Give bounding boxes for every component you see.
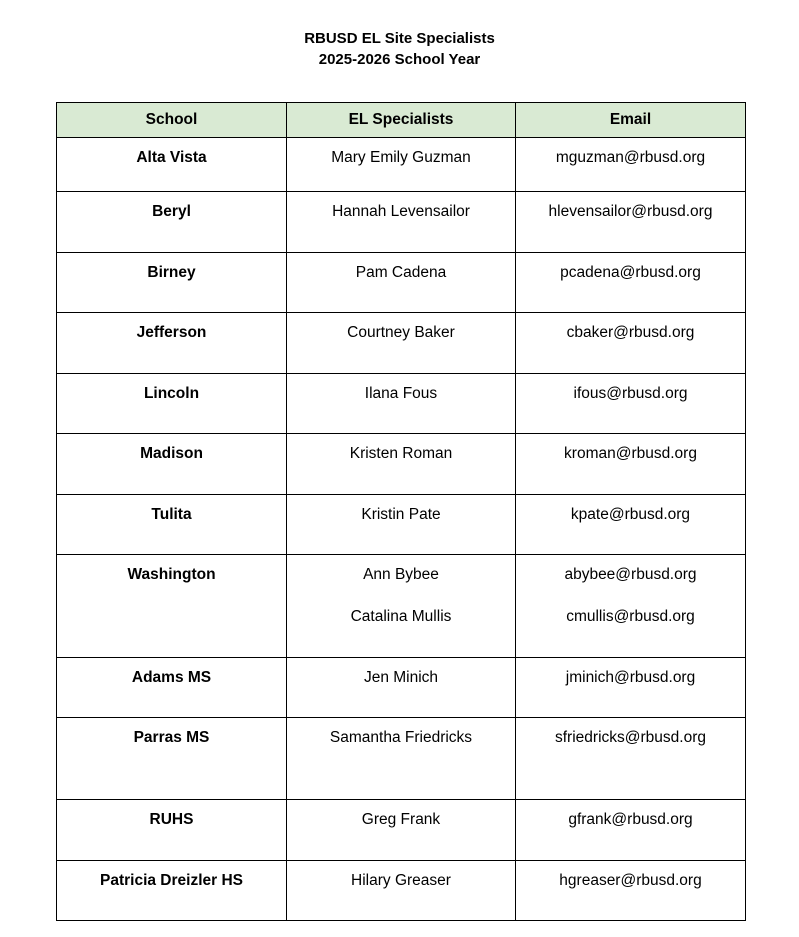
header-school: School [57, 103, 287, 138]
table-row [57, 253, 746, 313]
specialist-name: Samantha Friedricks [329, 729, 473, 746]
specialists-table [56, 102, 746, 921]
email-address: hlevensailor@rbusd.org [548, 203, 713, 220]
table-row [57, 138, 746, 192]
specialist-name: Kristin Pate [361, 506, 441, 523]
header-row [57, 103, 746, 138]
email-address: cmullis@rbusd.org [566, 608, 695, 625]
title-line-1: RBUSD EL Site Specialists [304, 30, 495, 47]
school-cell: Jefferson [57, 313, 287, 374]
table-row [57, 658, 746, 718]
specialist-name: Greg Frank [361, 811, 441, 828]
table-row [57, 718, 746, 800]
table-row [57, 555, 746, 658]
school-cell: Adams MS [57, 658, 287, 718]
specialist-name: Ilana Fous [364, 385, 438, 402]
specialists-cell [287, 434, 516, 495]
specialists-cell [287, 192, 516, 253]
email-address: hgreaser@rbusd.org [559, 872, 702, 889]
emails-cell [516, 138, 746, 192]
school-cell: Lincoln [57, 374, 287, 434]
emails-cell [516, 434, 746, 495]
specialists-cell [287, 313, 516, 374]
specialist-name: Hannah Levensailor [332, 203, 470, 220]
school-cell: Birney [57, 253, 287, 313]
emails-cell [516, 800, 746, 861]
school-cell: RUHS [57, 800, 287, 861]
specialist-name: Pam Cadena [355, 264, 447, 281]
email-address: kroman@rbusd.org [564, 445, 697, 462]
email-address: sfriedricks@rbusd.org [555, 729, 706, 746]
specialist-name: Jen Minich [363, 669, 439, 686]
email-address: gfrank@rbusd.org [568, 811, 693, 828]
school-cell: Patricia Dreizler HS [57, 861, 287, 921]
emails-cell [516, 718, 746, 800]
table-row [57, 374, 746, 434]
table-row [57, 495, 746, 555]
email-address: mguzman@rbusd.org [555, 149, 706, 166]
email-address: abybee@rbusd.org [564, 566, 697, 583]
specialist-name: Catalina Mullis [350, 608, 452, 625]
specialists-cell [287, 658, 516, 718]
table-row [57, 861, 746, 921]
email-address: cbaker@rbusd.org [566, 324, 695, 341]
specialist-name: Courtney Baker [347, 324, 455, 341]
email-address: jminich@rbusd.org [565, 669, 696, 686]
emails-cell [516, 253, 746, 313]
specialist-name: Kristen Roman [349, 445, 453, 462]
emails-cell [516, 658, 746, 718]
emails-cell [516, 313, 746, 374]
specialists-cell [287, 138, 516, 192]
email-address: kpate@rbusd.org [570, 506, 691, 523]
school-cell: Parras MS [57, 718, 287, 800]
table-row [57, 800, 746, 861]
specialists-cell [287, 253, 516, 313]
emails-cell [516, 555, 746, 658]
school-cell: Alta Vista [57, 138, 287, 192]
specialist-name: Ann Bybee [363, 566, 439, 583]
specialists-cell [287, 718, 516, 800]
school-cell: Madison [57, 434, 287, 495]
specialists-cell [287, 800, 516, 861]
specialists-cell [287, 374, 516, 434]
specialists-cell [287, 555, 516, 658]
specialists-cell [287, 861, 516, 921]
emails-cell [516, 861, 746, 921]
title-line-2: 2025-2026 School Year [318, 51, 481, 68]
emails-cell [516, 495, 746, 555]
emails-cell [516, 192, 746, 253]
email-address: pcadena@rbusd.org [560, 264, 701, 281]
school-cell: Washington [57, 555, 287, 658]
table-row [57, 434, 746, 495]
school-cell: Tulita [57, 495, 287, 555]
email-address: ifous@rbusd.org [573, 385, 688, 402]
specialists-cell [287, 495, 516, 555]
header-email: Email [516, 103, 746, 138]
header-specialists: EL Specialists [287, 103, 516, 138]
emails-cell [516, 374, 746, 434]
table-row [57, 192, 746, 253]
table-row [57, 313, 746, 374]
document-title [0, 28, 799, 70]
specialist-name: Hilary Greaser [351, 872, 451, 889]
school-cell: Beryl [57, 192, 287, 253]
specialist-name: Mary Emily Guzman [331, 149, 471, 166]
